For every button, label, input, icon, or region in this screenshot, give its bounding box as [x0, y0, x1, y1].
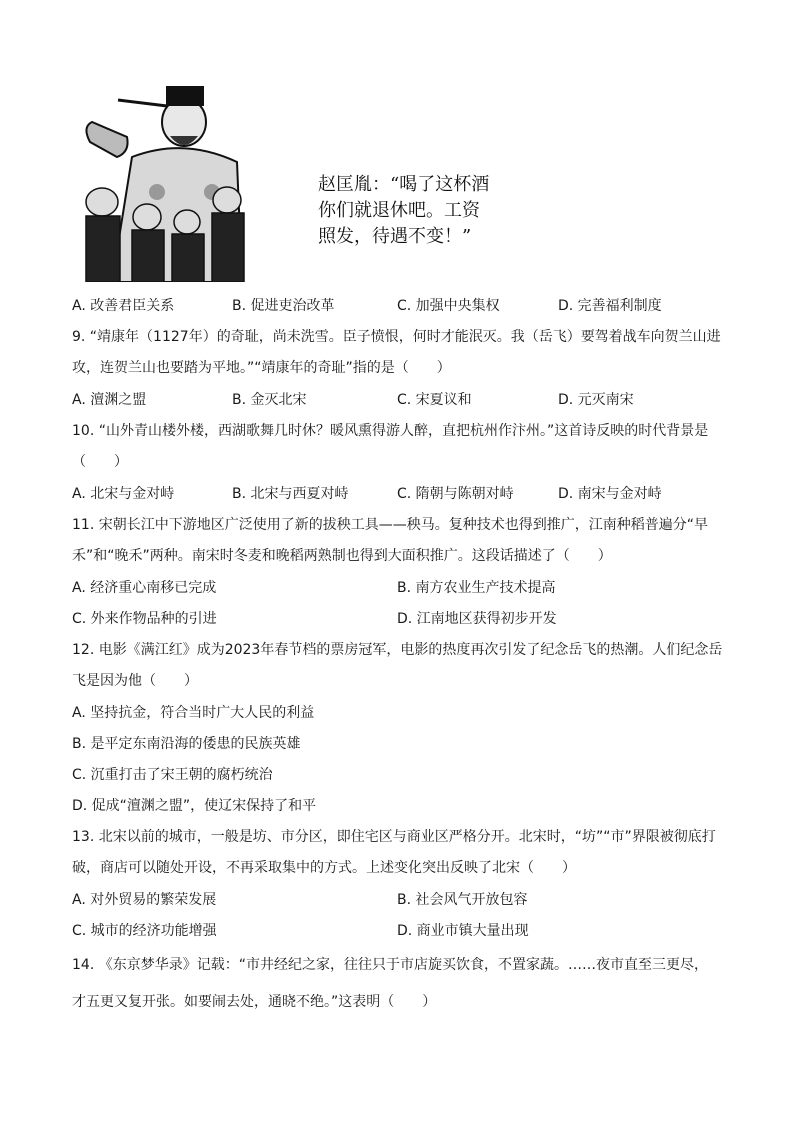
- q10-stem: 10. “山外青山楼外楼，西湖歌舞几时休？暖风熏得游人醉，直把杭州作汴州。”这首诗反映的时代背景是（ ）: [72, 423, 709, 470]
- q13-option-a: A. 对外贸易的繁荣发展: [72, 892, 217, 908]
- q11-option-c: C. 外来作物品种的引进: [72, 611, 217, 627]
- q12-option-b: B. 是平定东南沿海的倭患的民族英雄: [72, 736, 301, 752]
- q13-option-d: D. 商业市镇大量出现: [397, 923, 529, 939]
- q11-option-d: D. 江南地区获得初步开发: [397, 611, 557, 627]
- emperor-toast-drawing: [72, 82, 247, 282]
- q14-stem-line1: 14. 《东京梦华录》记载：“市井经纪之家，往往只于市店旋买饮食，不置家蔬。……夜市直至三更尽，: [72, 957, 708, 973]
- q12-option-a: A. 坚持抗金，符合当时广大人民的利益: [72, 705, 315, 721]
- q8-option-c: C. 加强中央集权: [397, 298, 500, 314]
- q10-option-b: B. 北宋与西夏对峙: [232, 486, 349, 502]
- q10-option-d: D. 南宋与金对峙: [558, 486, 662, 502]
- q12-stem: 12. 电影《满江红》成为2023年春节档的票房冠军，电影的热度再次引发了纪念岳飞的热潮。人们纪念岳飞是因为他（ ）: [72, 642, 723, 689]
- q11-option-b: B. 南方农业生产技术提高: [397, 580, 556, 596]
- cartoon-illustration: [72, 82, 490, 282]
- speech-bubble-text: 赵匡胤：“喝了这杯酒你们就退休吧。工资照发，待遇不变！”: [318, 174, 490, 247]
- q9-stem: 9. “靖康年（1127年）的奇耻，尚未洗雪。臣子愤恨，何时才能泯灭。我（岳飞）要驾着战车向贺兰山进攻，连贺兰山也要踏为平地。”“靖康年的奇耻”指的是（ ）: [72, 329, 721, 376]
- q13-option-b: B. 社会风气开放包容: [397, 892, 528, 908]
- q14-stem-line2: 才五更又复开张。如要闹去处，通晓不绝。”这表明（ ）: [72, 994, 437, 1010]
- q11-stem: 11. 宋朝长江中下游地区广泛使用了新的拔秧工具——秧马。复种技术也得到推广，江南种稻普遍分“早禾”和“晚禾”两种。南宋时冬麦和晚稻两熟制也得到大面积推广。这段话描述了（ ）: [72, 517, 708, 564]
- q8-option-d: D. 完善福利制度: [558, 298, 662, 314]
- q9-option-d: D. 元灭南宋: [558, 392, 634, 408]
- q9-option-b: B. 金灭北宋: [232, 392, 307, 408]
- q12-option-d: D. 促成“澶渊之盟”，使辽宋保持了和平: [72, 798, 317, 814]
- q10-option-c: C. 隋朝与陈朝对峙: [397, 486, 514, 502]
- q12-option-c: C. 沉重打击了宋王朝的腐朽统治: [72, 767, 273, 783]
- q13-option-c: C. 城市的经济功能增强: [72, 923, 217, 939]
- q10-option-a: A. 北宋与金对峙: [72, 486, 175, 502]
- q9-option-c: C. 宋夏议和: [397, 392, 472, 408]
- q9-option-a: A. 澶渊之盟: [72, 392, 147, 408]
- q11-option-a: A. 经济重心南移已完成: [72, 580, 217, 596]
- q8-option-b: B. 促进吏治改革: [232, 298, 335, 314]
- q13-stem: 13. 北宋以前的城市，一般是坊、市分区，即住宅区与商业区严格分开。北宋时，“坊”“市”界限被彻底打破，商店可以随处开设，不再采取集中的方式。上述变化突出反映了北宋（ ）: [72, 829, 716, 876]
- q8-option-a: A. 改善君臣关系: [72, 298, 175, 314]
